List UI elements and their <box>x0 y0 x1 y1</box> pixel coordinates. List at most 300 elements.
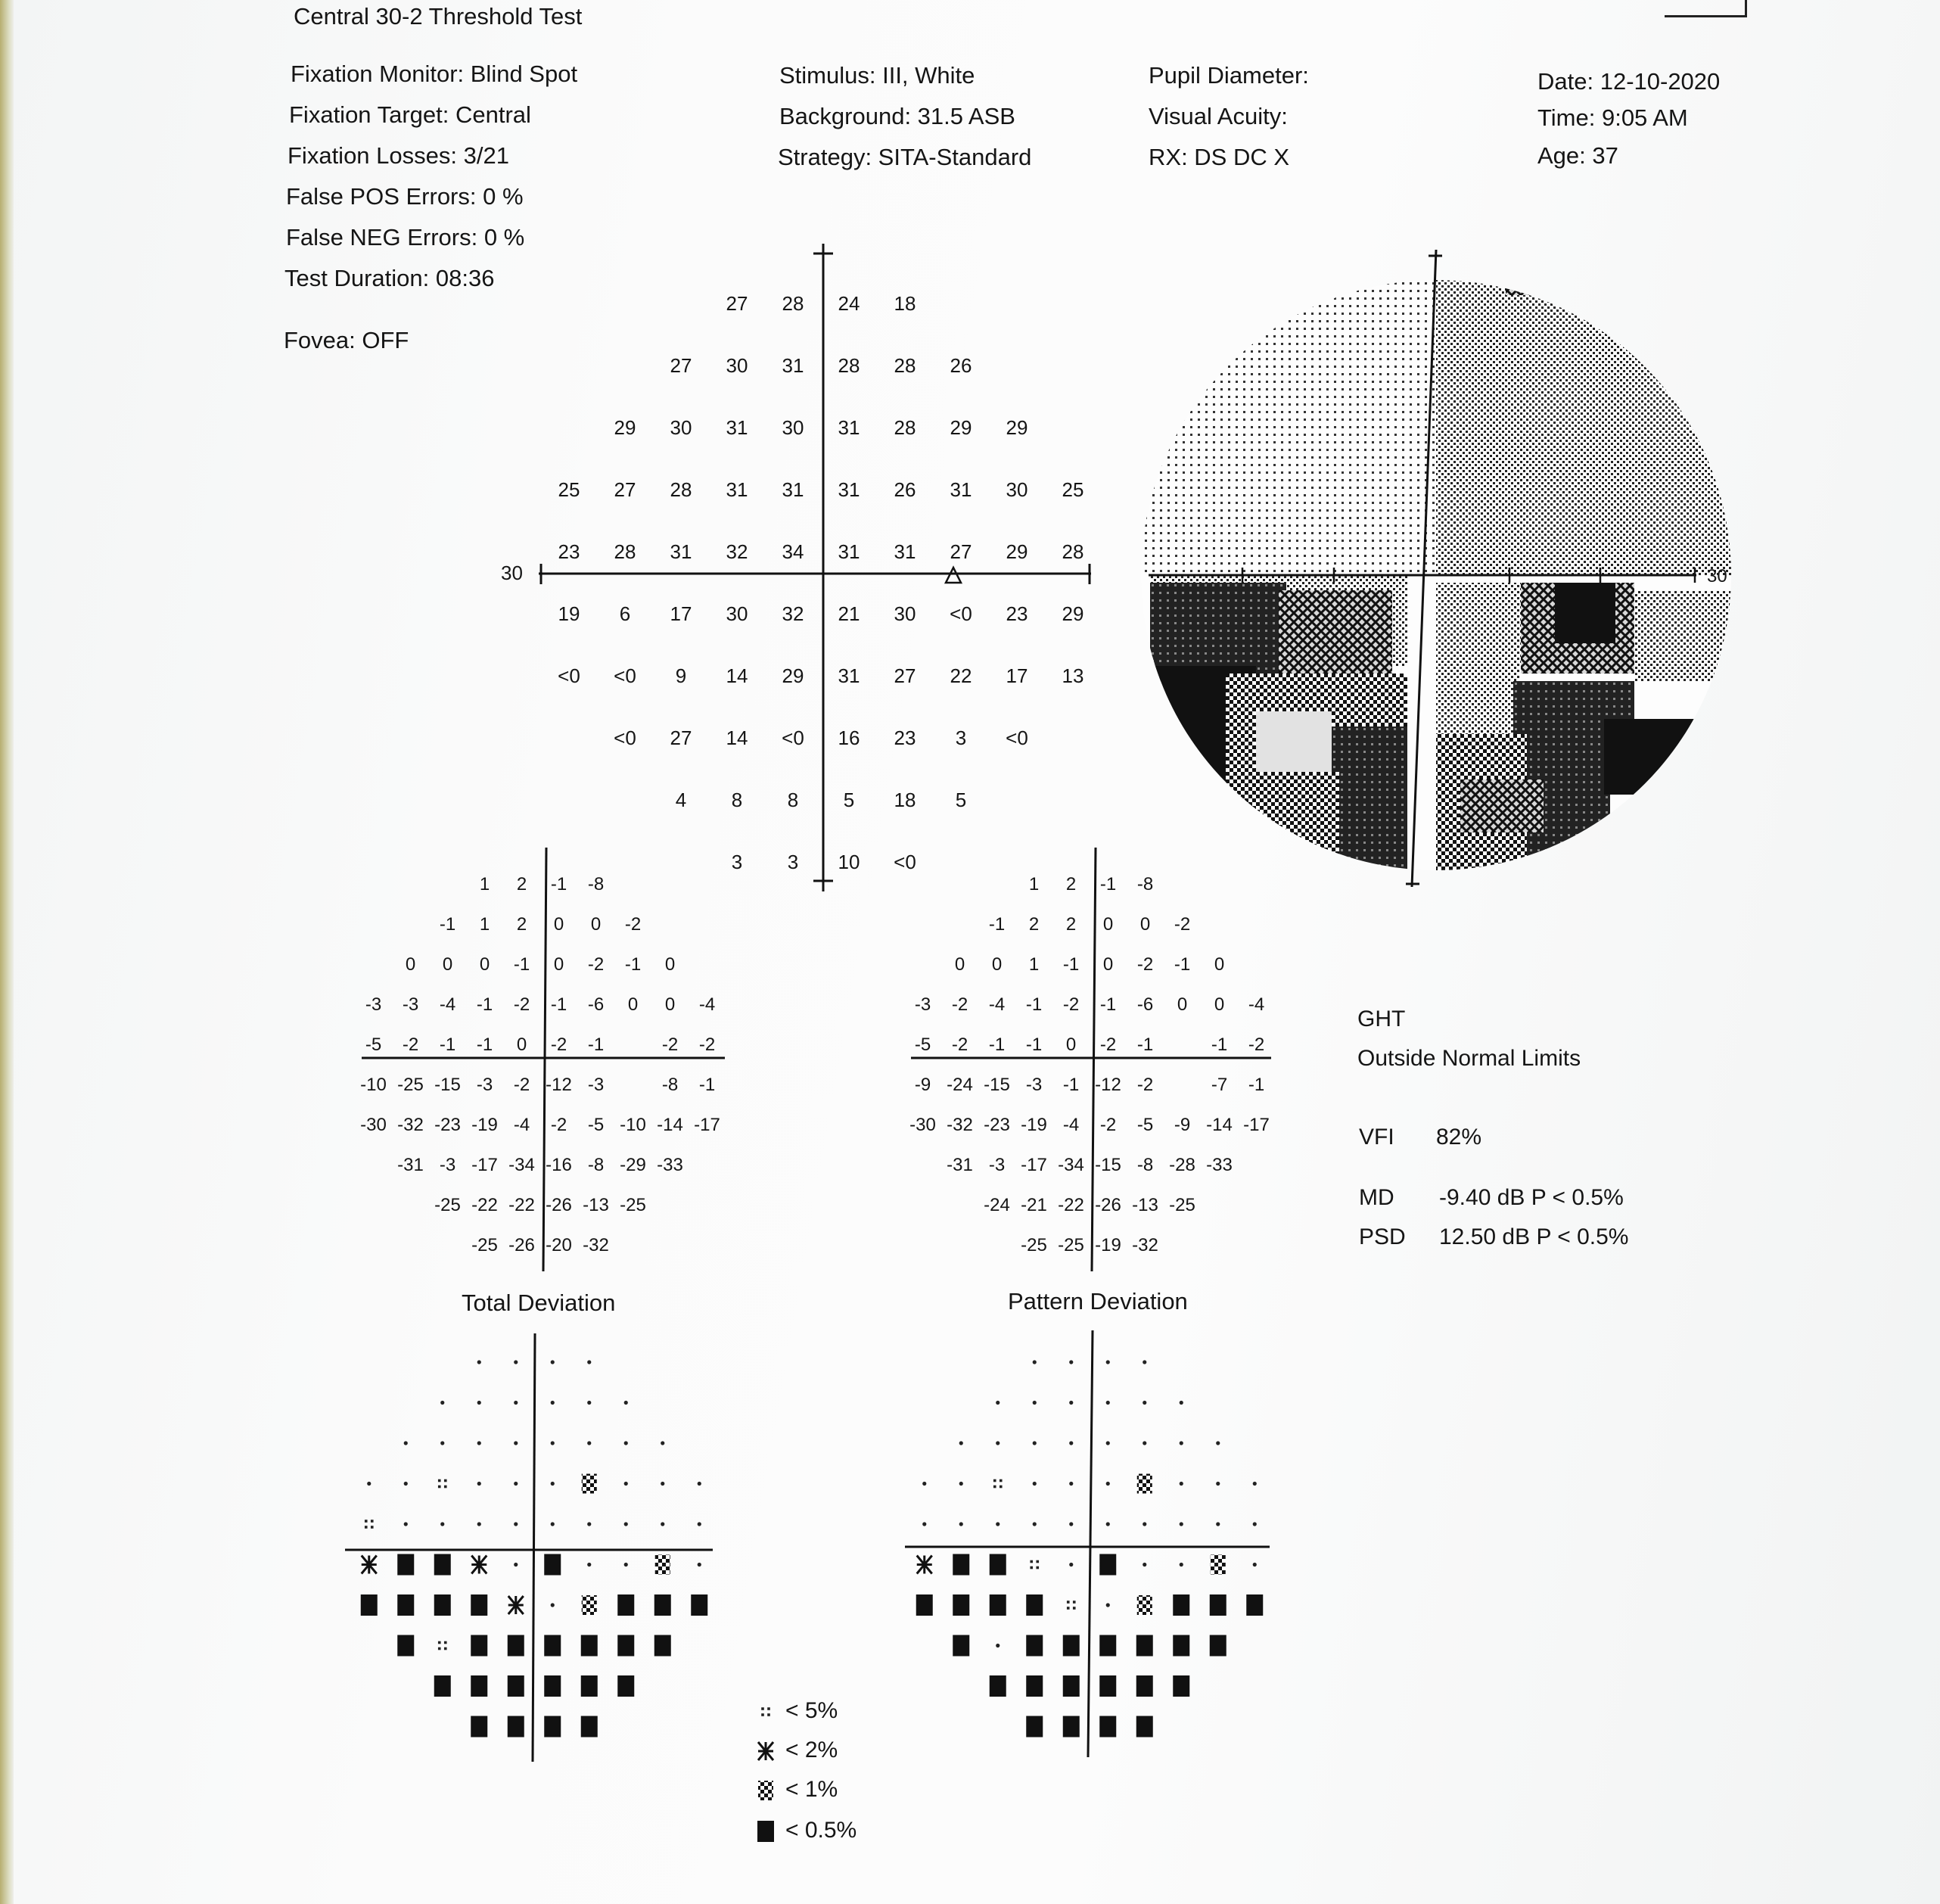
threshold-value: 31 <box>838 478 860 501</box>
threshold-value: 21 <box>838 602 860 625</box>
prob-05-symbol <box>757 1821 774 1842</box>
test-param-line: Test Duration: 08:36 <box>284 265 495 291</box>
prob-05-symbol <box>953 1635 969 1657</box>
prob-1-symbol <box>1137 1595 1152 1615</box>
prob-normal-dot <box>1106 1603 1110 1607</box>
prob-normal-dot <box>1180 1522 1183 1526</box>
pattern-deviation-value: -22 <box>1058 1195 1084 1215</box>
threshold-value: 25 <box>558 478 580 501</box>
pattern-deviation-value: -7 <box>1211 1075 1228 1095</box>
total-deviation-value: -8 <box>587 874 605 894</box>
threshold-value: 27 <box>614 478 636 501</box>
total-deviation-value: 0 <box>553 954 564 975</box>
ght-value: Outside Normal Limits <box>1357 1046 1581 1071</box>
pattern-deviation-value: -1 <box>1062 1075 1080 1095</box>
prob-normal-dot <box>551 1522 555 1526</box>
prob-05-symbol <box>544 1716 561 1738</box>
threshold-value: 10 <box>838 851 860 873</box>
prob-05-symbol <box>617 1594 634 1616</box>
prob-normal-dot <box>624 1441 628 1445</box>
threshold-value: 32 <box>726 540 748 563</box>
pattern-deviation-value: -15 <box>1095 1155 1121 1175</box>
prob-05-symbol <box>508 1635 524 1657</box>
test-param-line: False NEG Errors: 0 % <box>286 224 525 250</box>
threshold-value: 27 <box>894 664 916 687</box>
threshold-value: 14 <box>726 664 748 687</box>
total-deviation-value: -6 <box>587 994 605 1015</box>
prob-normal-dot <box>661 1522 664 1526</box>
prob-normal-dot <box>624 1563 628 1566</box>
prob-normal-dot <box>404 1441 408 1445</box>
prob-normal-dot <box>1033 1360 1037 1364</box>
prob-normal-dot <box>996 1522 1000 1526</box>
pattern-deviation-value: -24 <box>984 1195 1010 1215</box>
threshold-value: 28 <box>894 416 916 439</box>
total-deviation-value: -2 <box>513 994 530 1015</box>
total-deviation-value: -14 <box>657 1115 683 1135</box>
total-deviation-value: -2 <box>550 1034 567 1055</box>
prob-normal-dot <box>551 1603 555 1607</box>
pattern-deviation-value: -26 <box>1095 1195 1121 1215</box>
prob-normal-dot <box>514 1441 518 1445</box>
total-deviation-value: 0 <box>405 954 416 975</box>
prob-normal-dot <box>587 1360 591 1364</box>
prob-normal-dot <box>959 1441 963 1445</box>
threshold-value: 27 <box>670 354 692 377</box>
prob-normal-dot <box>661 1482 664 1486</box>
threshold-value: 29 <box>1062 602 1084 625</box>
prob-05-symbol <box>1099 1675 1116 1697</box>
prob-1-symbol <box>655 1555 670 1575</box>
prob-normal-dot <box>1143 1401 1146 1405</box>
prob-1-symbol <box>758 1781 773 1800</box>
prob-1-symbol <box>582 1474 597 1494</box>
prob-2-symbol <box>471 1556 487 1574</box>
pattern-deviation-value: 0 <box>1214 994 1225 1015</box>
fovea-setting: Fovea: OFF <box>284 327 409 353</box>
grayscale-map <box>1141 250 1755 887</box>
prob-normal-dot <box>922 1522 926 1526</box>
prob-05-symbol <box>617 1675 634 1697</box>
prob-05-symbol <box>1246 1594 1263 1616</box>
prob-05-symbol <box>581 1635 598 1657</box>
total-deviation-value: -1 <box>550 874 567 894</box>
threshold-value: <0 <box>894 851 916 873</box>
prob-normal-dot <box>1069 1482 1073 1486</box>
prob-normal-dot <box>1180 1401 1183 1405</box>
pattern-deviation-value: -31 <box>947 1155 973 1175</box>
prob-normal-dot <box>1180 1563 1183 1566</box>
prob-05-symbol <box>990 1554 1006 1576</box>
prob-05-symbol <box>1026 1716 1043 1738</box>
prob-5-symbol <box>761 1707 770 1716</box>
prob-05-symbol <box>544 1554 561 1576</box>
prob-normal-dot <box>1033 1522 1037 1526</box>
total-deviation-value: -4 <box>439 994 456 1015</box>
pattern-deviation-value: -3 <box>914 994 931 1015</box>
pattern-deviation-value: -34 <box>1058 1155 1084 1175</box>
total-deviation-value: -10 <box>620 1115 646 1135</box>
total-deviation-value: -4 <box>513 1115 530 1135</box>
prob-5-symbol <box>365 1520 374 1529</box>
threshold-value: 31 <box>782 354 804 377</box>
prob-normal-dot <box>551 1360 555 1364</box>
total-deviation-value: -1 <box>698 1075 716 1095</box>
threshold-value: 18 <box>894 789 916 811</box>
pattern-deviation-value: -1 <box>988 914 1006 935</box>
pattern-deviation-value: -21 <box>1021 1195 1047 1215</box>
prob-2-symbol <box>362 1556 377 1574</box>
prob-normal-dot <box>587 1563 591 1566</box>
pattern-deviation-value: 0 <box>991 954 1003 975</box>
prob-05-symbol <box>1063 1635 1080 1657</box>
prob-05-symbol <box>1099 1554 1116 1576</box>
threshold-value: 23 <box>894 726 916 749</box>
prob-normal-dot <box>1180 1441 1183 1445</box>
pattern-deviation-value: -33 <box>1206 1155 1233 1175</box>
total-deviation-value: -2 <box>698 1034 716 1055</box>
prob-normal-dot <box>1143 1563 1146 1566</box>
pattern-deviation-value: -19 <box>1095 1235 1121 1255</box>
prob-normal-dot <box>1253 1563 1257 1566</box>
threshold-value: 26 <box>950 354 972 377</box>
threshold-value: 27 <box>950 540 972 563</box>
threshold-value: 30 <box>726 354 748 377</box>
legend-5: < 5% <box>785 1698 838 1723</box>
threshold-value: <0 <box>614 726 636 749</box>
total-deviation-value: -12 <box>546 1075 572 1095</box>
pattern-deviation-value: 2 <box>1028 914 1040 935</box>
prob-normal-dot <box>1033 1482 1037 1486</box>
pattern-deviation-value: 2 <box>1065 914 1077 935</box>
prob-normal-dot <box>698 1522 701 1526</box>
test-param-line: Fixation Monitor: Blind Spot <box>291 61 578 87</box>
prob-05-symbol <box>990 1594 1006 1616</box>
pupil-diameter: Pupil Diameter: <box>1149 62 1309 89</box>
total-deviation-value: -1 <box>476 1034 493 1055</box>
prob-05-symbol <box>471 1635 487 1657</box>
prob-normal-dot <box>477 1401 481 1405</box>
prob-05-symbol <box>544 1635 561 1657</box>
prob-05-symbol <box>434 1675 451 1697</box>
prob-5-symbol <box>1067 1601 1076 1610</box>
total-deviation-value: -33 <box>657 1155 683 1175</box>
threshold-value: <0 <box>782 726 804 749</box>
total-deviation-value: -1 <box>439 914 456 935</box>
pattern-deviation-value: -32 <box>1132 1235 1158 1255</box>
prob-1-symbol <box>1211 1555 1226 1575</box>
total-deviation-value: -34 <box>508 1155 535 1175</box>
threshold-value: 5 <box>843 789 855 811</box>
prob-2-symbol <box>917 1556 932 1574</box>
pattern-deviation-value: -1 <box>1025 994 1043 1015</box>
total-deviation-value: 1 <box>479 914 490 935</box>
pattern-deviation-value: -1 <box>1025 1034 1043 1055</box>
threshold-value: 18 <box>894 292 916 315</box>
total-deviation-value: 0 <box>664 994 676 1015</box>
ght-label: GHT <box>1357 1006 1406 1031</box>
prob-normal-dot <box>440 1441 444 1445</box>
prob-5-symbol <box>1030 1560 1039 1570</box>
total-deviation-value: -3 <box>402 994 419 1015</box>
pattern-deviation-value: -5 <box>914 1034 931 1055</box>
total-deviation-value: -32 <box>397 1115 424 1135</box>
grayscale-axis-label: 30 <box>1707 566 1727 586</box>
blind-spot-marker <box>946 568 961 583</box>
total-deviation-value: -29 <box>620 1155 646 1175</box>
prob-05-symbol <box>1173 1635 1189 1657</box>
threshold-value: 29 <box>782 664 804 687</box>
pattern-deviation-value: -1 <box>1099 874 1117 894</box>
pattern-deviation-value: -2 <box>1062 994 1080 1015</box>
threshold-value: 29 <box>950 416 972 439</box>
threshold-value: 23 <box>558 540 580 563</box>
prob-normal-dot <box>1069 1563 1073 1566</box>
threshold-value: 16 <box>838 726 860 749</box>
total-deviation-value: -25 <box>397 1075 424 1095</box>
prob-05-symbol <box>508 1716 524 1738</box>
prob-normal-dot <box>1069 1441 1073 1445</box>
prob-normal-dot <box>477 1482 481 1486</box>
prob-05-symbol <box>397 1594 414 1616</box>
prob-2-symbol <box>508 1596 524 1614</box>
prob-05-symbol <box>953 1554 969 1576</box>
pattern-deviation-value: 2 <box>1065 874 1077 894</box>
total-deviation-value: -17 <box>694 1115 720 1135</box>
threshold-value: 28 <box>838 354 860 377</box>
threshold-value: 8 <box>787 789 799 811</box>
visual-acuity: Visual Acuity: <box>1149 103 1288 129</box>
threshold-value: 30 <box>894 602 916 625</box>
prob-2-symbol <box>758 1742 773 1760</box>
pattern-deviation-value: -2 <box>1099 1034 1117 1055</box>
threshold-value: 28 <box>1062 540 1084 563</box>
prob-05-symbol <box>361 1594 378 1616</box>
prob-05-symbol <box>1136 1675 1153 1697</box>
prob-normal-dot <box>514 1482 518 1486</box>
prob-05-symbol <box>581 1716 598 1738</box>
prob-normal-dot <box>551 1441 555 1445</box>
prob-normal-dot <box>551 1401 555 1405</box>
total-deviation-value: 0 <box>516 1034 527 1055</box>
pattern-deviation-value: -3 <box>1025 1075 1043 1095</box>
pattern-deviation-value: 0 <box>1065 1034 1077 1055</box>
threshold-value: 9 <box>675 664 687 687</box>
total-deviation-value: 0 <box>590 914 602 935</box>
total-deviation-value: -15 <box>434 1075 461 1095</box>
prob-normal-dot <box>514 1522 518 1526</box>
prob-normal-dot <box>1216 1482 1220 1486</box>
prob-normal-dot <box>1069 1360 1073 1364</box>
prob-05-symbol <box>471 1675 487 1697</box>
prob-normal-dot <box>624 1401 628 1405</box>
prob-05-symbol <box>1099 1635 1116 1657</box>
total-deviation-value: -2 <box>550 1115 567 1135</box>
pattern-deviation-value: -8 <box>1136 1155 1154 1175</box>
pattern-deviation-value: -2 <box>1136 954 1154 975</box>
threshold-value: <0 <box>950 602 972 625</box>
total-deviation-value: -3 <box>365 994 382 1015</box>
pattern-deviation-value: -30 <box>909 1115 936 1135</box>
total-deviation-value: -1 <box>513 954 530 975</box>
prob-normal-dot <box>514 1360 518 1364</box>
prob-normal-dot <box>587 1441 591 1445</box>
prob-05-symbol <box>471 1594 487 1616</box>
pattern-deviation-value: -1 <box>1099 994 1117 1015</box>
threshold-value: 29 <box>1006 540 1028 563</box>
prob-normal-dot <box>1106 1401 1110 1405</box>
total-deviation-value: -1 <box>439 1034 456 1055</box>
total-deviation-value: 2 <box>516 914 527 935</box>
md-value: -9.40 dB P < 0.5% <box>1439 1185 1624 1210</box>
pattern-deviation-value: 0 <box>1214 954 1225 975</box>
threshold-value: 23 <box>1006 602 1028 625</box>
prob-05-symbol <box>397 1635 414 1657</box>
prob-05-symbol <box>1136 1716 1153 1738</box>
total-deviation-value: -3 <box>476 1075 493 1095</box>
threshold-value: 34 <box>782 540 804 563</box>
threshold-value: 28 <box>894 354 916 377</box>
total-deviation-value: -1 <box>624 954 642 975</box>
prob-05-symbol <box>1063 1675 1080 1697</box>
prob-1-symbol <box>1137 1474 1152 1494</box>
prob-5-symbol <box>993 1479 1003 1489</box>
prob-05-symbol <box>1136 1635 1153 1657</box>
threshold-value: 32 <box>782 602 804 625</box>
pattern-deviation-value: -24 <box>947 1075 973 1095</box>
threshold-value: 28 <box>670 478 692 501</box>
total-deviation-value: -26 <box>546 1195 572 1215</box>
vfi-label: VFI <box>1359 1125 1394 1150</box>
total-deviation-value: -23 <box>434 1115 461 1135</box>
prob-normal-dot <box>959 1522 963 1526</box>
pattern-deviation-value: -13 <box>1132 1195 1158 1215</box>
prob-05-symbol <box>1210 1594 1226 1616</box>
prob-05-symbol <box>434 1594 451 1616</box>
prob-normal-dot <box>1106 1522 1110 1526</box>
pattern-deviation-value: -17 <box>1243 1115 1270 1135</box>
vfi-value: 82% <box>1436 1125 1482 1150</box>
threshold-value: <0 <box>558 664 580 687</box>
total-deviation-value: -2 <box>402 1034 419 1055</box>
threshold-value: 30 <box>782 416 804 439</box>
pattern-deviation-value: 0 <box>1139 914 1151 935</box>
prob-05-symbol <box>434 1554 451 1576</box>
total-deviation-value: 2 <box>516 874 527 894</box>
pattern-deviation-value: -2 <box>1136 1075 1154 1095</box>
prob-normal-dot <box>661 1441 664 1445</box>
pattern-deviation-value: -1 <box>1248 1075 1265 1095</box>
prob-5-symbol <box>438 1641 447 1650</box>
threshold-value: 27 <box>670 726 692 749</box>
pattern-deviation-value: -8 <box>1136 874 1154 894</box>
prob-normal-dot <box>624 1522 628 1526</box>
prob-1-symbol <box>582 1595 597 1615</box>
pattern-deviation-value: -6 <box>1136 994 1154 1015</box>
pattern-deviation-value: -28 <box>1169 1155 1195 1175</box>
total-deviation-value: -22 <box>471 1195 498 1215</box>
pattern-deviation-value: 1 <box>1028 874 1040 894</box>
threshold-value: <0 <box>614 664 636 687</box>
test-title: Central 30-2 Threshold Test <box>294 3 583 30</box>
total-deviation-value: -20 <box>546 1235 572 1255</box>
prob-normal-dot <box>996 1401 1000 1405</box>
prob-normal-dot <box>514 1401 518 1405</box>
threshold-value: 29 <box>1006 416 1028 439</box>
prob-05-symbol <box>1210 1635 1226 1657</box>
patient-age: Age: 37 <box>1537 142 1618 169</box>
threshold-axes <box>539 244 1091 891</box>
legend-1: < 1% <box>785 1777 838 1802</box>
prob-normal-dot <box>440 1401 444 1405</box>
prob-normal-dot <box>1106 1482 1110 1486</box>
prob-05-symbol <box>617 1635 634 1657</box>
prob-normal-dot <box>624 1482 628 1486</box>
prob-normal-dot <box>1143 1360 1146 1364</box>
strategy-line: Strategy: SITA-Standard <box>778 144 1032 170</box>
pattern-deviation-value: 0 <box>1102 954 1114 975</box>
total-deviation-value: -3 <box>587 1075 605 1095</box>
pattern-deviation-value: 0 <box>954 954 965 975</box>
total-deviation-value: -17 <box>471 1155 498 1175</box>
test-time: Time: 9:05 AM <box>1537 104 1688 131</box>
prob-05-symbol <box>990 1675 1006 1697</box>
threshold-value: 31 <box>838 540 860 563</box>
prob-normal-dot <box>1033 1441 1037 1445</box>
pattern-deviation-value: -15 <box>984 1075 1010 1095</box>
prob-normal-dot <box>477 1441 481 1445</box>
total-deviation-value: 1 <box>479 874 490 894</box>
pattern-deviation-value: -1 <box>1211 1034 1228 1055</box>
threshold-value: 3 <box>787 851 799 873</box>
total-deviation-value: -3 <box>439 1155 456 1175</box>
prob-normal-dot <box>1143 1522 1146 1526</box>
prob-normal-dot <box>587 1522 591 1526</box>
total-deviation-value: -13 <box>583 1195 609 1215</box>
total-deviation-value: -8 <box>587 1155 605 1175</box>
pattern-deviation-value: -4 <box>988 994 1006 1015</box>
total-deviation-value: -8 <box>661 1075 679 1095</box>
threshold-value: 27 <box>726 292 748 315</box>
rx-line: RX: DS DC X <box>1149 144 1290 170</box>
pattern-deviation-value: 0 <box>1177 994 1188 1015</box>
stimulus-line: Stimulus: III, White <box>779 62 975 89</box>
prob-normal-dot <box>996 1644 1000 1647</box>
threshold-value: 3 <box>955 726 967 749</box>
total-deviation-value: -1 <box>550 994 567 1015</box>
total-deviation-value: -2 <box>513 1075 530 1095</box>
pattern-deviation-value: -1 <box>988 1034 1006 1055</box>
pattern-deviation-value: -23 <box>984 1115 1010 1135</box>
prob-normal-dot <box>404 1482 408 1486</box>
total-deviation-value: -1 <box>476 994 493 1015</box>
pattern-deviation-value: -25 <box>1021 1235 1047 1255</box>
prob-05-symbol <box>1026 1675 1043 1697</box>
threshold-value: 24 <box>838 292 860 315</box>
total-deviation-value: -2 <box>624 914 642 935</box>
prob-normal-dot <box>922 1482 926 1486</box>
prob-normal-dot <box>551 1482 555 1486</box>
total-deviation-value: -31 <box>397 1155 424 1175</box>
threshold-value: 31 <box>726 416 748 439</box>
pattern-deviation-value: -14 <box>1206 1115 1233 1135</box>
md-label: MD <box>1359 1185 1394 1210</box>
total-deviation-value: -26 <box>508 1235 535 1255</box>
prob-05-symbol <box>1099 1716 1116 1738</box>
total-deviation-value: -5 <box>587 1115 605 1135</box>
total-deviation-value: -5 <box>365 1034 382 1055</box>
prob-normal-dot <box>477 1522 481 1526</box>
